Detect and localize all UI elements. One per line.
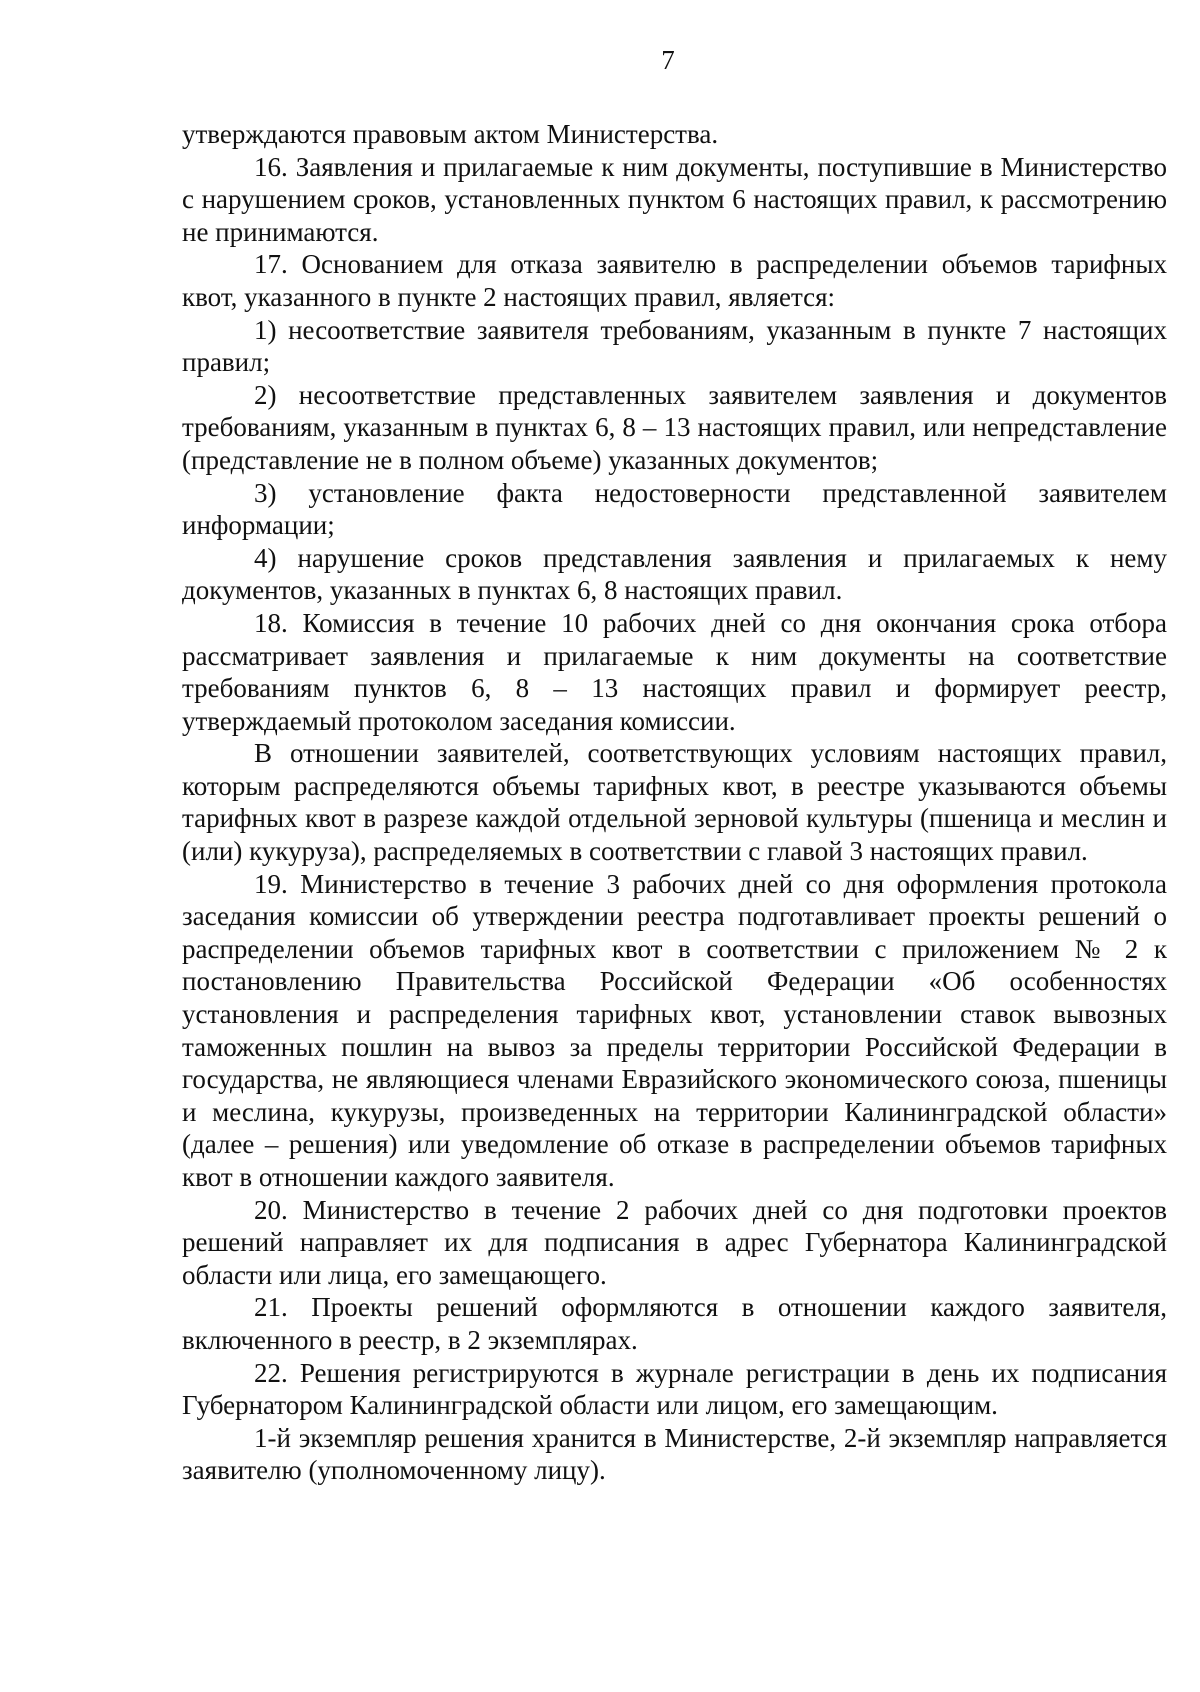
paragraph-subitem-17-3: 3) установление факта недостоверности представленной заявителем информации; xyxy=(182,477,1167,541)
paragraph-subitem-17-2: 2) несоответствие представленных заявителем заявления и документов требованиям, указанным в пунктах 6, 8 – 13 настоящих правил, или непредставление (представление не в полном объеме) указанных документов; xyxy=(182,379,1167,475)
paragraph-subitem-17-1: 1) несоответствие заявителя требованиям, указанным в пункте 7 настоящих правил; xyxy=(182,314,1167,378)
paragraph-item-18-continued: В отношении заявителей, соответствующих условиям настоящих правил, которым распределяются объемы тарифных квот, в реестре указываются объемы тарифных квот в разрезе каждой отдельной зерновой культуры (пшеница и меслин и (или) кукуруза), распределяемых в соответствии с главой 3 настоящих правил. xyxy=(182,738,1167,867)
paragraph-item-18: 18. Комиссия в течение 10 рабочих дней со дня окончания срока отбора рассматривает заявления и прилагаемые к ним документы на соответствие требованиям пунктов 6, 8 – 13 настоящих правил и формирует реестр, утверждаемый протоколом заседания комиссии. xyxy=(182,607,1167,736)
paragraph-item-21: 21. Проекты решений оформляются в отношении каждого заявителя, включенного в реестр, в 2 экземплярах. xyxy=(182,1292,1167,1355)
page-number: 7 xyxy=(661,45,675,75)
paragraph-item-20: 20. Министерство в течение 2 рабочих дней со дня подготовки проектов решений направляет их для подписания в адрес Губернатора Калининградской области или лица, его замещающего. xyxy=(182,1194,1167,1290)
paragraph-subitem-17-4: 4) нарушение сроков представления заявления и прилагаемых к нему документов, указанных в пунктах 6, 8 настоящих правил. xyxy=(182,542,1167,606)
paragraph-item-16: 16. Заявления и прилагаемые к ним документы, поступившие в Министерство с нарушением сроков, установленных пунктом 6 настоящих правил, к рассмотрению не принимаются. xyxy=(182,151,1167,247)
paragraph-item-17: 17. Основанием для отказа заявителю в распределении объемов тарифных квот, указанного в пункте 2 настоящих правил, является: xyxy=(182,249,1167,312)
paragraph-item-22: 22. Решения регистрируются в журнале регистрации в день их подписания Губернатором Калининградской области или лицом, его замещающим. xyxy=(182,1357,1167,1421)
document-body xyxy=(182,118,1167,1487)
paragraph-continuation: утверждаются правовым актом Министерства. xyxy=(182,119,719,149)
paragraph-item-22-continued: 1-й экземпляр решения хранится в Министерстве, 2-й экземпляр направляется заявителю (уполномоченному лицу). xyxy=(182,1422,1167,1486)
paragraph-item-19: 19. Министерство в течение 3 рабочих дней со дня оформления протокола заседания комиссии об утверждении реестра подготавливает проекты решений о распределении объемов тарифных квот в соответствии с приложением № 2 к постановлению Правительства Российской Федерации «Об особенностях установления и распределения тарифных квот, установлении ставок вывозных таможенных пошлин на вывоз за пределы территории Российской Федерации в государства, не являющиеся членами Евразийского экономического союза, пшеницы и меслина, кукурузы, произведенных на территории Калининградской области» (далее – решения) или уведомление об отказе в распределении объемов тарифных квот в отношении каждого заявителя. xyxy=(182,868,1167,1192)
